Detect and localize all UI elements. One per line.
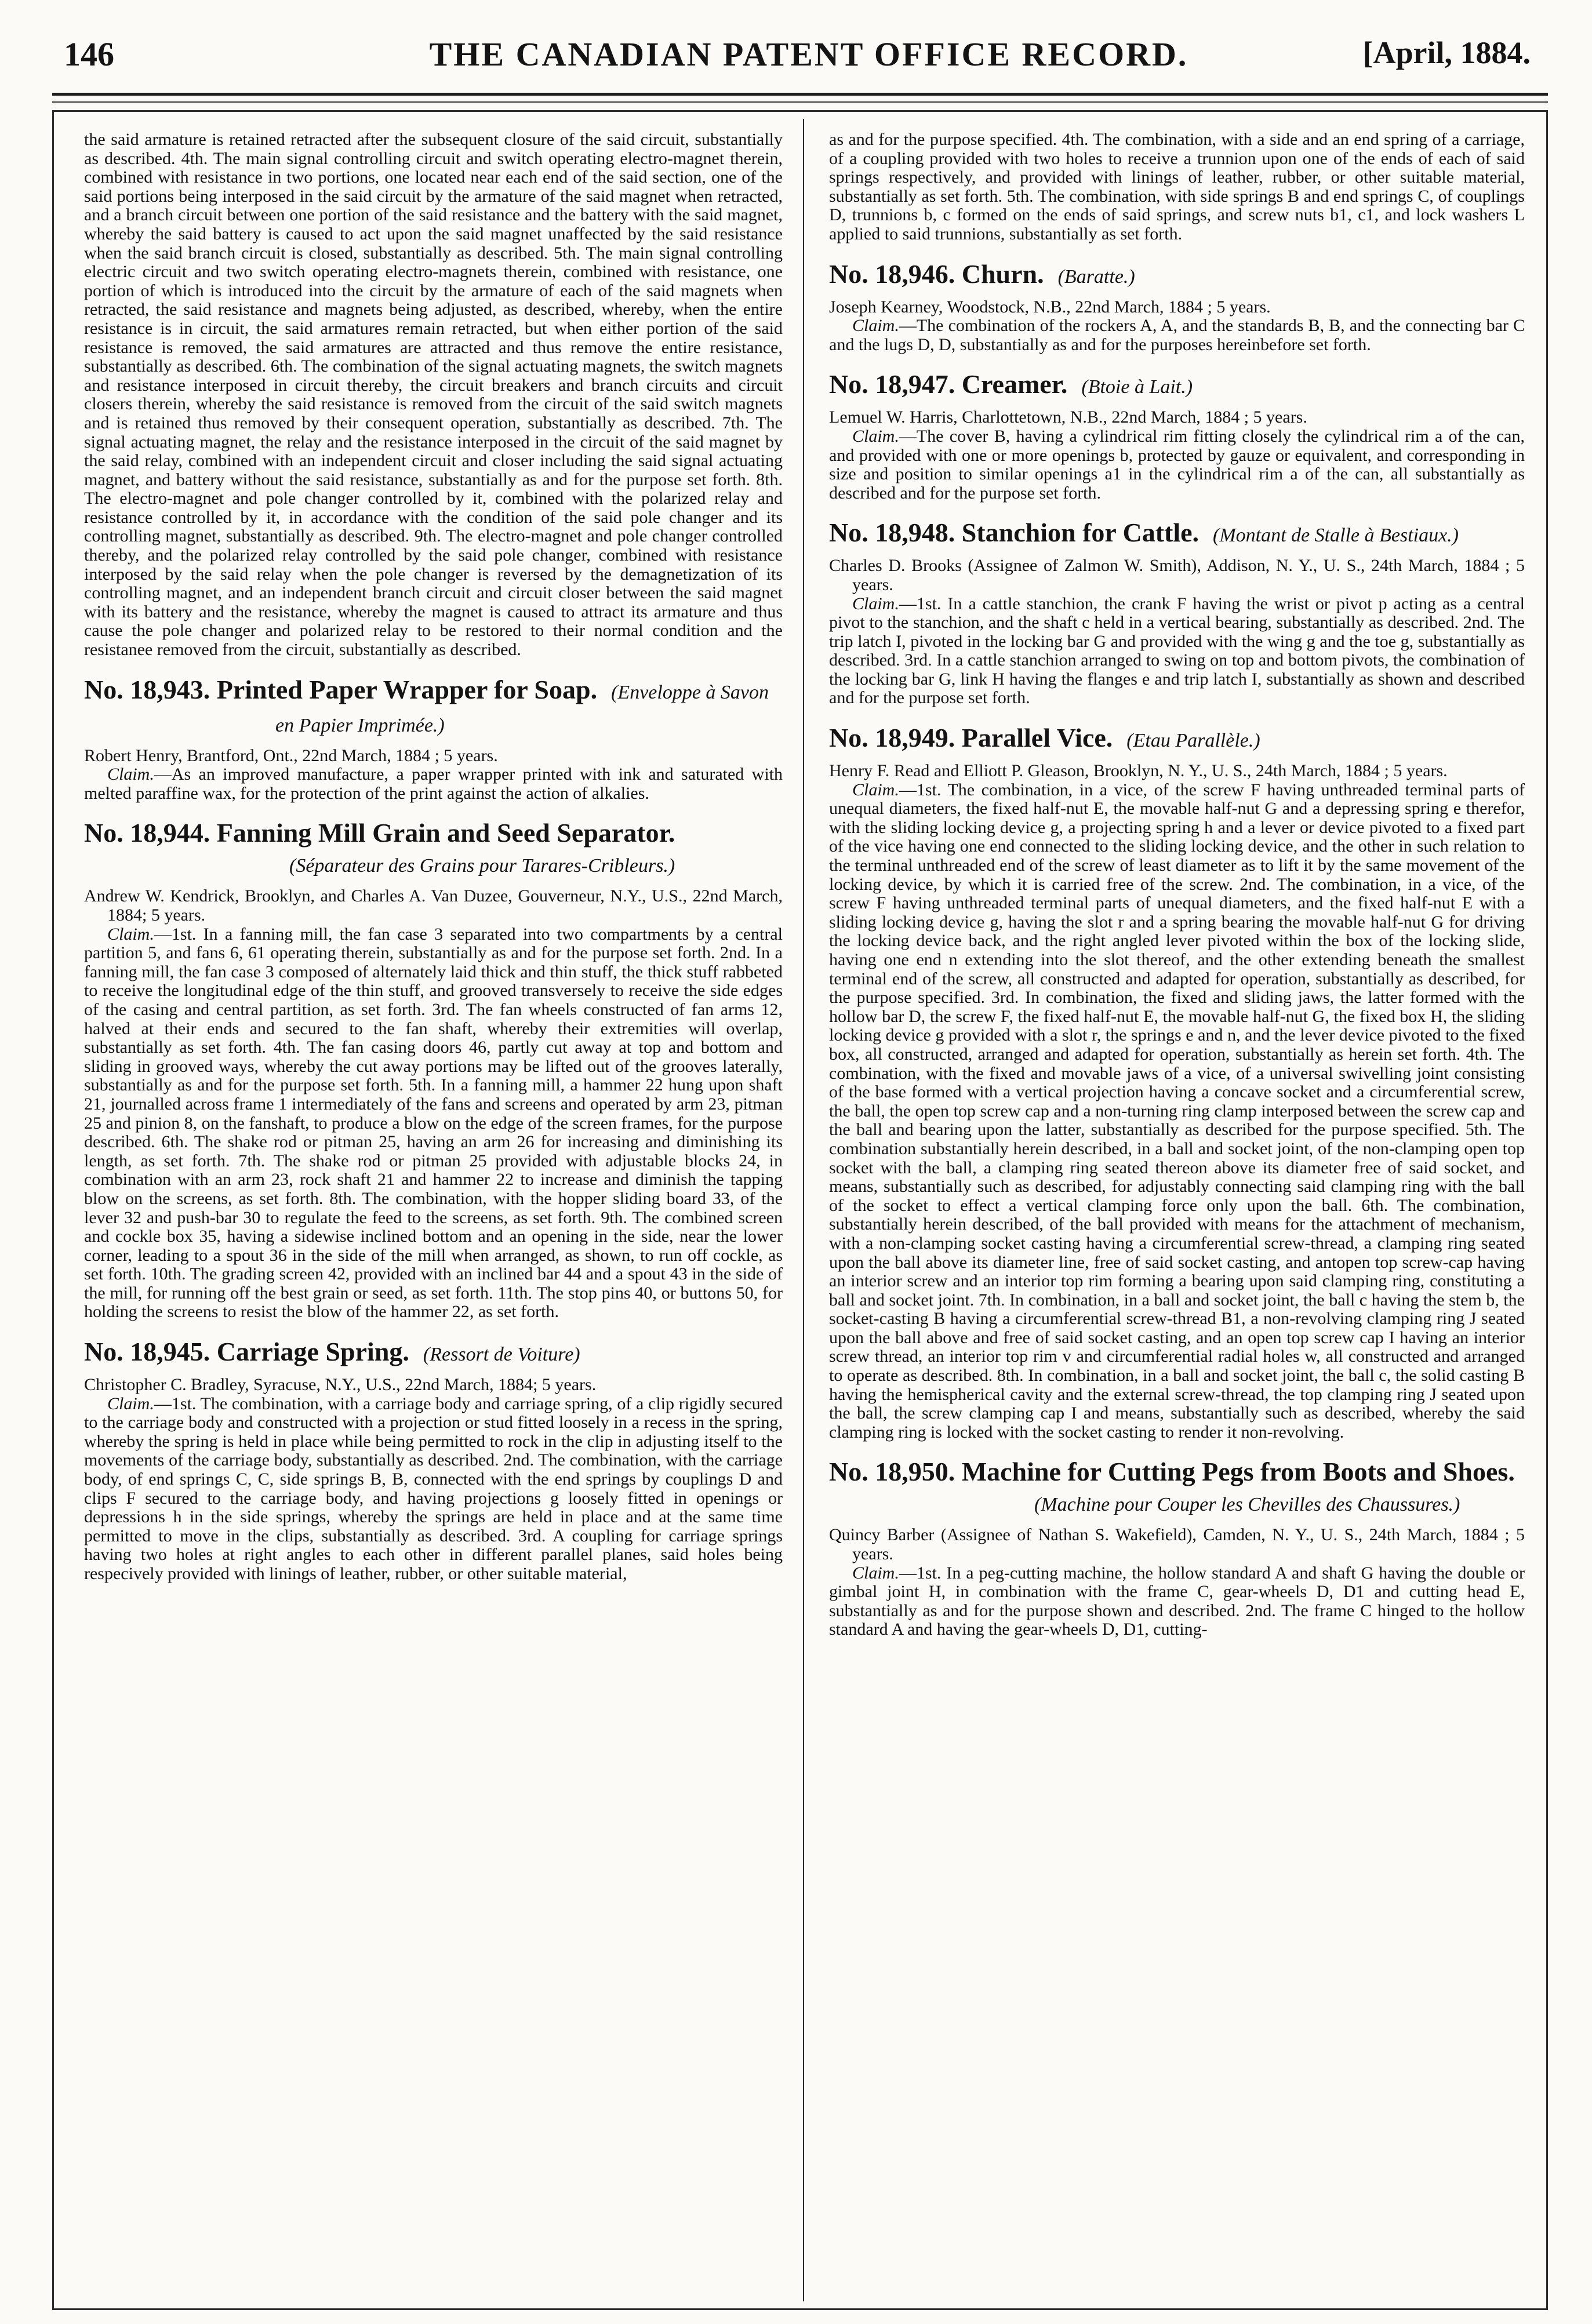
patent-entry-18946	[829, 259, 1525, 355]
french-title: (Machine pour Couper les Chevilles des Chaussures.)	[1034, 1494, 1460, 1516]
french-title: (Btoie à Lait.)	[1081, 376, 1193, 398]
entry-title: No. 18,943. Printed Paper Wrapper for Soap. (Enveloppe à Savon en Papier Imprimée.)	[84, 674, 769, 736]
journal-title: THE CANADIAN PATENT OFFICE RECORD.	[429, 35, 1188, 73]
french-title: (Montant de Stalle à Bestiaux.)	[1213, 525, 1459, 547]
claim: Claim.—1st. In a peg-cutting machine, the hollow standard A and shaft G having the double or gimbal joint H, in combination with the frame C, gear-wheels D, D1 and cutting head E, substantially as and for the purpose shown and described. 2nd. The frame C hinged to the hollow standard A and having the gear-wheels D, D1, cutting-	[829, 1563, 1525, 1639]
entry-title: No. 18,945. Carriage Spring. (Ressort de Voiture)	[84, 1337, 580, 1367]
french-title: (Ressort de Voiture)	[423, 1344, 580, 1366]
french-title: (Baratte.)	[1057, 266, 1135, 288]
claim: Claim.—The combination of the rockers A, A, and the standards B, B, and the connecting bar C and the lugs D, D, substantially as and for the purposes hereinbefore set forth.	[829, 316, 1525, 354]
claim: Claim.—1st. In a fanning mill, the fan case 3 separated into two compartments by a central partition 5, and fans 6, 61 operating therein, substantially as and for the purpose set forth. 2nd. In a fanning mill, the fan case 3 composed of alternately laid thick and thin stuff, the thick stuff rabbeted to receive the longitudinal edge of the thin stuff, and grooved transversely to receive the side edges of the casing and central partition, as set forth. 3rd. The fan wheels constructed of fan arms 12, halved at their ends and secured to the fan shaft, whereby their extremities will overlap, substantially as set forth. 4th. The fan casing doors 46, partly cut away at top and bottom and sliding in grooved ways, whereby the cut away portions may be lifted out of the grooves laterally, substantially as and for the purpose set forth. 5th. In a fanning mill, a hammer 22 hung upon shaft 21, journalled across frame 1 intermediately of the fans and screens and operated by arm 23, pitman 25 and pinion 8, on the fanshaft, to produce a blow on the edge of the screen frames, for the purpose described. 6th. The shake rod or pitman 25, having an arm 26 for increasing and diminishing its length, as set forth. 7th. The shake rod or pitman 25 provided with adjustable blocks 24, in combination with an arm 23, rock shaft 21 and hammer 22 to increase and diminish the tapping blow on the screens, as set forth. 8th. The combination, with the hopper sliding board 33, of the lever 32 and push-bar 30 to regulate the feed to the screens, as set forth. 9th. The combined screen and cockle box 35, having a sidewise inclined bottom and an opening in the side, near the lower corner, leading to a spout 36 in the side of the mill when arranged, as shown, to run off cockle, as set forth. 10th. The grading screen 42, provided with an inclined bar 44 and a spout 43 in the side of the mill, for running off the best grain or seed, as set forth. 11th. The stop pins 40, or buttons 50, for holding the screens to resist the blow of the hammer 22, as set forth.	[84, 924, 783, 1322]
applicant: Andrew W. Kendrick, Brooklyn, and Charles A. Van Duzee, Gouverneur, N.Y., U.S., 22nd March, 1884; 5 years.	[84, 886, 783, 925]
page-number: 146	[64, 35, 114, 73]
claim: Claim.—1st. In a cattle stanchion, the crank F having the wrist or pivot p acting as a central pivot to the stanchion, and the shaft c held in a vertical bearing, substantially as described. 2nd. The trip latch I, pivoted in the locking bar G and provided with the wing g and the toe g, substantially as described. 3rd. In a cattle stanchion arranged to swing on top and bottom pivots, the combination of the locking bar G, link H having the flanges e and trip latch I, substantially as shown and described and for the purpose set forth.	[829, 594, 1525, 708]
issue-date: [April, 1884.	[1362, 35, 1531, 70]
entry-title: No. 18,948. Stanchion for Cattle. (Montant de Stalle à Bestiaux.)	[829, 518, 1459, 548]
patent-entry-18947	[829, 369, 1525, 503]
french-title: (Etau Parallèle.)	[1126, 730, 1260, 752]
applicant: Henry F. Read and Elliott P. Gleason, Brooklyn, N. Y., U. S., 24th March, 1884 ; 5 years.	[829, 761, 1448, 781]
french-title: (Séparateur des Grains pour Tarares-Cribleurs.)	[289, 855, 675, 877]
patent-entry-18944	[84, 818, 783, 1322]
patent-entry-18945	[84, 1337, 783, 1584]
applicant: Charles D. Brooks (Assignee of Zalmon W. Smith), Addison, N. Y., U. S., 24th March, 1884 ; 5 years.	[829, 556, 1525, 594]
applicant: Christopher C. Bradley, Syracuse, N.Y., U.S., 22nd March, 1884; 5 years.	[84, 1375, 597, 1395]
header-rule	[52, 93, 1548, 96]
entry-title: No. 18,946. Churn. (Baratte.)	[829, 259, 1135, 289]
patent-entry-18950	[829, 1457, 1525, 1639]
entry-title: No. 18,944. Fanning Mill Grain and Seed Separator.(Séparateur des Grains pour Tarares-Cribleurs.)	[84, 818, 675, 877]
entry-title: No. 18,947. Creamer. (Btoie à Lait.)	[829, 369, 1193, 399]
left-column	[84, 130, 783, 2298]
patent-entry-18948	[829, 518, 1525, 708]
applicant: Robert Henry, Brantford, Ont., 22nd March, 1884 ; 5 years.	[84, 745, 498, 765]
patent-entry-18949	[829, 723, 1525, 1442]
applicant: Joseph Kearney, Woodstock, N.B., 22nd March, 1884 ; 5 years.	[829, 297, 1271, 317]
claim: Claim.—The cover B, having a cylindrical rim fitting closely the cylindrical rim a of the can, and provided with one or more openings b, protected by gauze or equivalent, and corresponding in size and position to similar openings a1 in the cylindrical rim a of the can, all substantially as described and for the purpose set forth.	[829, 426, 1525, 503]
entry-title: No. 18,950. Machine for Cutting Pegs from Boots and Shoes.(Machine pour Couper les Chevilles des Chaussures.)	[829, 1457, 1515, 1516]
applicant: Quincy Barber (Assignee of Nathan S. Wakefield), Camden, N. Y., U. S., 24th March, 1884 ; 5 years.	[829, 1525, 1525, 1564]
claim: Claim.—1st. The combination, in a vice, of the screw F having unthreaded terminal parts of unequal diameters, the fixed half-nut E, the movable half-nut G and a depressing spring e therefor, with the sliding locking device g, a projecting spring h and a lever or device pivoted to a fixed part of the vice having one end connected to the sliding locking device, and the other in such relation to the terminal unthreaded end of the screw of least diameter as to lift it by the same movement of the locking device, by which it is carried free of the screw. 2nd. The combination, in a vice, of the screw F having unthreaded terminal parts of unequal diameters, and the fixed half-nut E with a sliding locking device g, having the slot r and a spring bearing the movable half-nut G for driving the locking device back, and the right angled lever pivoted within the box of the locking slide, having one end n extending into the slot thereof, and the other extending beneath the smallest terminal end of the screw, all constructed and adapted for operation, substantially as described, for the purpose specified. 3rd. In combination, the fixed and sliding jaws, the latter formed with the hollow bar D, the screw F, the fixed half-nut E, the movable half-nut G, the fixed box H, the sliding locking device g provided with a slot r, the springs e and n, and the lever device pivoted to the fixed box, all constructed, arranged and adapted for operation, substantially as herein set forth. 4th. The combination, with the fixed and movable jaws of a vice, of a universal swivelling joint consisting of the base formed with a vertical projection having a concave socket and a circumferential screw, the ball, the open top screw cap and a non-turning ring clamp interposed between the screw cap and the ball and bearing upon the latter, substantially as described for the purpose specified. 5th. The combination substantially herein described, in a ball and socket joint, of the non-clamping open top socket with the ball, a clamping ring seated thereon above its diameter free of said socket, and means, substantially such as described, for adjustably connecting said clamping ring with the ball of the socket to effect a vertical clamping force only upon the ball. 6th. The combination, substantially herein described, of the ball provided with means for the attachment of mechanism, with a non-clamping socket casting having a circumferential screw-thread, a clamping ring seated upon the ball above its diameter line, free of said socket casting, and antopen top screw-cap having an interior screw and an interior top rim forming a bearing upon said clamping ring, constituting a ball and socket joint. 7th. In combination, in a ball and socket joint, the ball c having the stem b, the socket-casting B having a circumferential screw-thread B1, a non-revolving clamping ring J seated upon the ball above and free of said socket casting, and an open top screw cap I having an interior screw thread, an interior top rim v and circumferential radial holes w, all constructed and arranged to operate as described. 8th. In combination, in a ball and socket joint, the ball c, the solid casting B having the hemispherical cavity and the external screw-thread, the top clamping ring J seated upon the ball, the screw clamping cap I and means, substantially such as described, whereby the said clamping ring is locked with the socket casting to render it non-revolving.	[829, 780, 1525, 1442]
french-title: (Enveloppe à Savon en Papier Imprimée.)	[275, 681, 769, 736]
entry-title: No. 18,949. Parallel Vice. (Etau Parallèle.)	[829, 723, 1260, 753]
right-column	[829, 130, 1525, 2298]
page-header	[64, 30, 1554, 77]
patent-entry-18943	[84, 675, 783, 803]
claim: Claim.—As an improved manufacture, a paper wrapper printed with ink and saturated with melted paraffine wax, for the protection of the print against the action of alkalies.	[84, 765, 783, 803]
continued-claims: as and for the purpose specified. 4th. The combination, with a side and an end spring of a carriage, of a coupling provided with two holes to receive a trunnion upon one of the ends of each of said springs respectively, and provided with linings of leather, rubber, or other suitable material, substantially as set forth. 5th. The combination, with side springs B and end springs C, of couplings D, trunnions b, c formed on the ends of said springs, and screw nuts b1, c1, and lock washers L applied to said trunnions, substantially as set forth.	[829, 130, 1525, 243]
column-divider	[803, 119, 804, 2301]
continued-claims: the said armature is retained retracted after the subsequent closure of the said circuit, substantially as described. 4th. The main signal controlling circuit and switch operating electro-magnet therein, combined with resistance in two portions, one located near each end of the said section, one of the said portions being interposed in the said circuit by the armature of the said magnet when retracted, and a branch circuit between one portion of the said resistance and the battery with the said magnet, whereby the said battery is caused to act upon the said magnet unaffected by the said resistance when the said branch circuit is closed, substantially as described. 5th. The main signal controlling electric circuit and two switch operating electro-magnets therein, combined with resistance, one portion of which is introduced into the circuit by the armature of each of the said magnets when retracted, the said resistance and magnets being adjusted, as described, whereby, when the entire resistance is in circuit, the said armatures remain retracted, but when either portion of the said resistance is removed, the said armatures are attracted and thus remove the entire resistance, substantially as described. 6th. The combination of the signal actuating magnets, the switch magnets and resistance interposed in circuit thereby, the circuit breakers and branch circuits and circuit closers therein, whereby the said resistance is removed from the circuit of the said switch magnets and is retained thus removed by their consequent operation, substantially as described. 7th. The signal actuating magnet, the relay and the resistance interposed in the circuit of the said magnet by the said relay, combined with an independent circuit and closer including the said signal actuating magnet, and battery without the said resistance, substantially as and for the purpose set forth. 8th. The electro-magnet and pole changer controlled by it, combined with the polarized relay and resistance controlled by it, in accordance with the condition of the said pole changer and its controlling magnet, substantially as described. 9th. The electro-magnet and pole changer controlled thereby, and the polarized relay controlled by the said pole changer, combined with resistance interposed by the said relay when the pole changer is reversed by the demagnetization of its controlling magnet, and an independent branch circuit and circuit closer between the said magnet with its battery and the resistance, whereby the magnet is caused to attract its armature and thus cause the pole changer and polarized relay to be restored to their normal condition and the resistanee removed from the circuit, substantially as described.	[84, 130, 783, 660]
applicant: Lemuel W. Harris, Charlottetown, N.B., 22nd March, 1884 ; 5 years.	[829, 408, 1307, 427]
header-rule-thin	[52, 101, 1548, 103]
claim: Claim.—1st. The combination, with a carriage body and carriage spring, of a clip rigidly secured to the carriage body and constructed with a projection or stud fitted loosely in a recess in the spring, whereby the spring is held in place while being permitted to rock in the clip in adjusting itself to the movements of the carriage body, substantially as described. 2nd. The combination, with the carriage body, of end springs C, C, side springs B, B, connected with the end springs by couplings D and clips F secured to the carriage body, and having projections g loosely fitted in openings or depressions h in the side springs, whereby the springs are held in place and at the same time permitted to move in the clips, substantially as described. 3rd. A coupling for carriage springs having two holes at right angles to each other in different parallel planes, said holes being respecively provided with linings of leather, rubber, or other suitable material,	[84, 1394, 783, 1583]
